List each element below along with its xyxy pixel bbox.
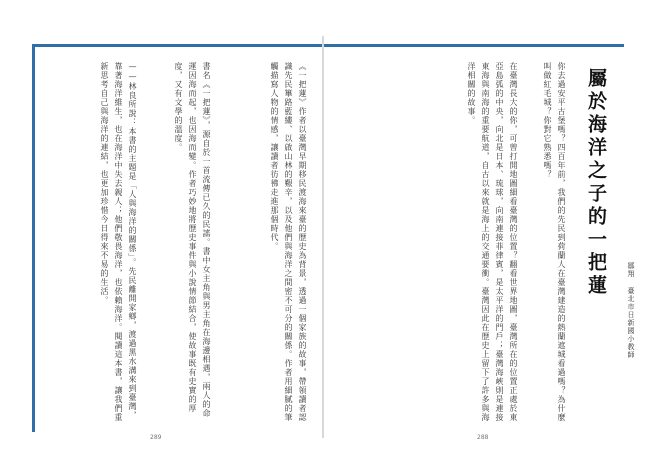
- page-number-right: 288: [477, 434, 489, 441]
- article-title: 屬於海洋之子的一把蓮: [585, 68, 607, 298]
- page-number-left: 289: [150, 434, 162, 441]
- left-paragraph-1: 《一把蓮》作者以臺灣早期移民渡海來臺的歷史為背景，透過一個家族的故事，帶領讀者認識先民篳路藍縷、以啟山林的艱辛，以及他們與海洋之間密不可分的關係。作者用細膩的筆觸描寫人物的情感，讓讀者彷彿走進那個時代。: [270, 62, 307, 422]
- left-paragraph-2: 書名《一把蓮》，源自於一首流傳已久的民謠。書中女主角與男主角在海邊相遇，兩人的命運因海而起，也因海而變。作者巧妙地將歷史事件與小說情節結合，使故事既有史實的厚度，又有文學的溫度。: [174, 62, 211, 418]
- right-page: [325, 0, 650, 459]
- left-paragraph-3: ——林良所說：本書的主題是「人與海洋的關係」。先民離開家鄉，渡過黑水溝來到臺灣，靠著海洋維生，也在海洋中失去親人；他們敬畏海洋，也依賴海洋。閱讀這本書，讓我們重新思考自己與海洋的連結，也更加珍惜今日得來不易的生活。: [100, 62, 137, 422]
- article-author: 鄒翔 臺北市日新國小教師: [627, 262, 635, 359]
- right-paragraph-2: 在臺灣長大的你，可曾打開地圖細看臺灣的位置？翻看世界地圖，臺灣所在的位置正處於東亞島弧的中央，向北是日本、琉球，向南連接菲律賓，是太平洋的門戶；臺灣海峽則是連接東海與南海的重要航道，自古以來就是海上的交通要衝。臺灣因此在歷史上留下了許多與海洋相關的故事。: [467, 62, 518, 422]
- right-paragraph-1: 你去過安平古堡嗎？四百年前，我們的先民到荷蘭人在臺灣建造的熱蘭遮城看過嗎？為什麼叫做紅毛城？你對它熟悉嗎？: [543, 62, 566, 422]
